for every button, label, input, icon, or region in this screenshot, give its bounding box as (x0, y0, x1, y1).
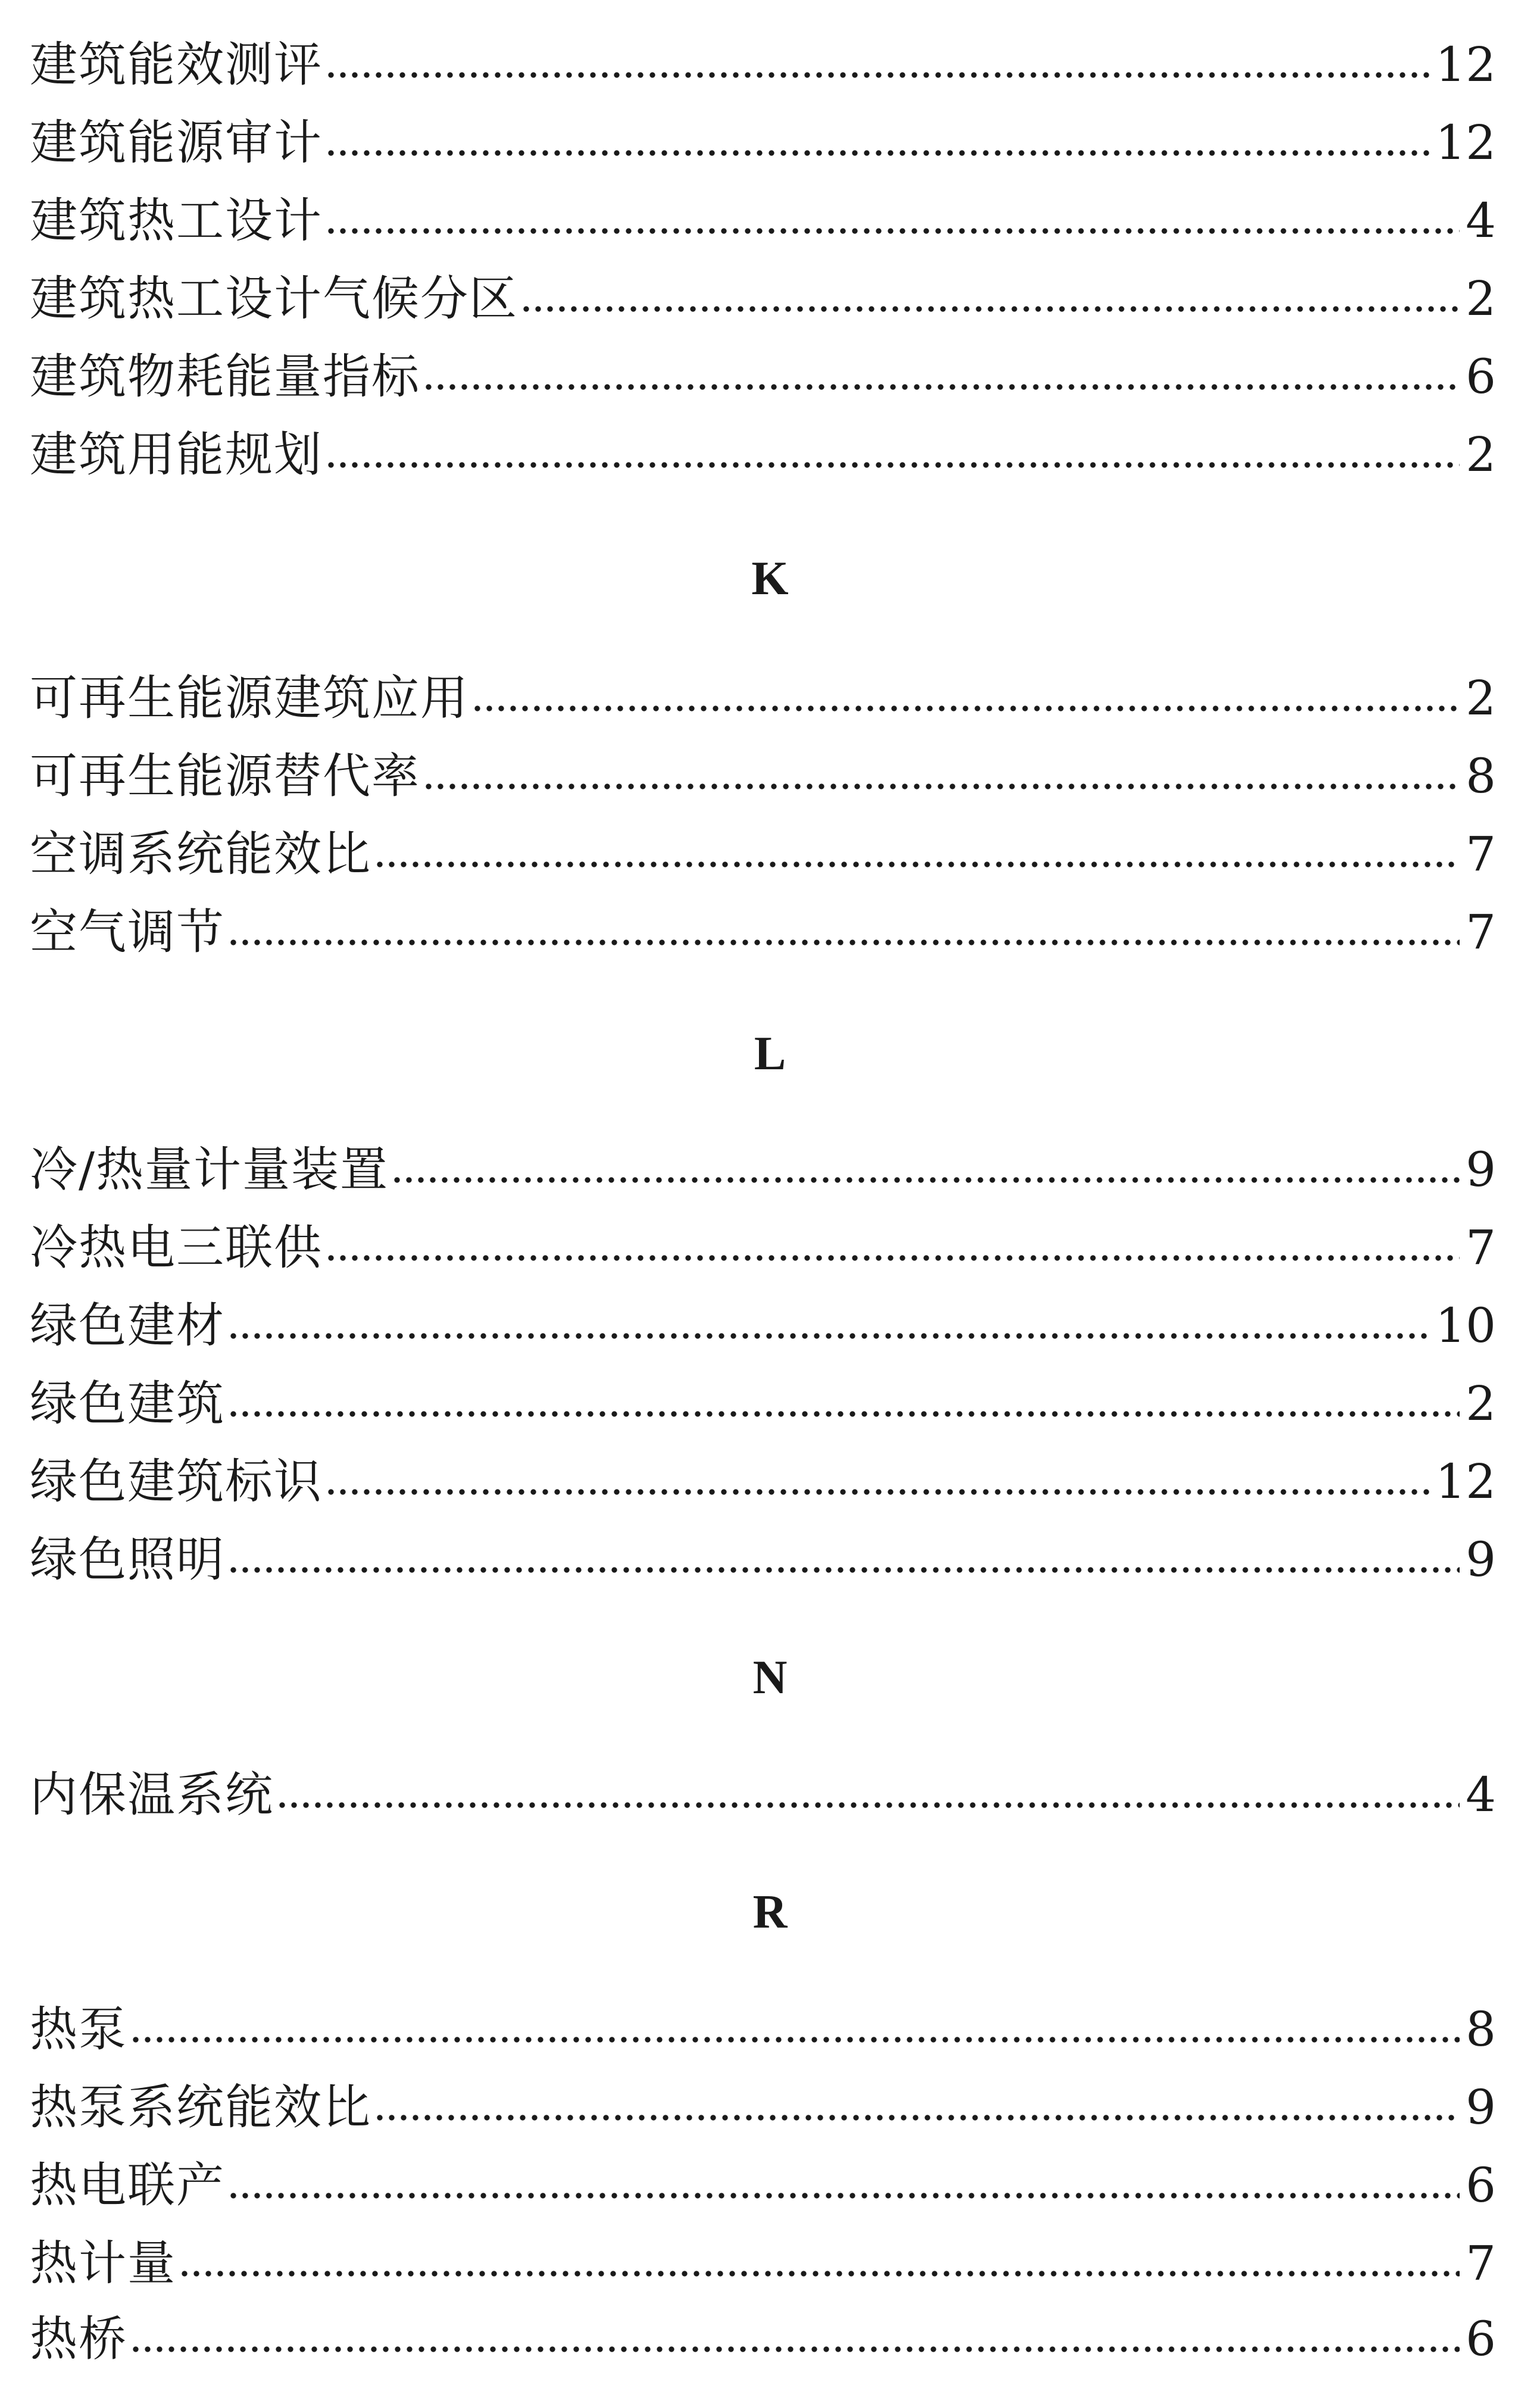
dot-leader (179, 2225, 1460, 2302)
index-entry (30, 2225, 1496, 2302)
index-entry (30, 1287, 1496, 1365)
index-entry (30, 338, 1496, 416)
dot-leader (227, 1365, 1460, 1443)
dot-leader (325, 1443, 1429, 1521)
index-term: 绿色建筑标识 (30, 1454, 323, 1509)
index-term: 建筑用能规划 (30, 427, 323, 482)
dot-leader (227, 1521, 1460, 1599)
index-page-number: 7 (1466, 826, 1496, 882)
index-term: 可再生能源替代率 (30, 748, 420, 804)
index-page-number: 6 (1466, 2311, 1496, 2367)
index-term: 冷/热量计量装置 (30, 1142, 389, 1197)
section-heading-n: N (752, 1652, 788, 1704)
index-page-number: 9 (1466, 1532, 1496, 1587)
index-entry (30, 1991, 1496, 2068)
index-entry (30, 816, 1496, 893)
index-page-number: 2 (1466, 427, 1496, 482)
dot-leader (276, 1756, 1460, 1834)
index-page-number: 6 (1466, 349, 1496, 404)
index-page-number: 7 (1466, 1220, 1496, 1275)
index-entry (30, 738, 1496, 815)
index-entry (30, 894, 1496, 971)
section-heading-l: L (754, 1028, 786, 1080)
index-page-number: 7 (1466, 904, 1496, 960)
index-page-number: 4 (1466, 1767, 1496, 1822)
index-page-number: 2 (1466, 670, 1496, 726)
index-entry (30, 1756, 1496, 1834)
index-page-number: 12 (1435, 1454, 1496, 1509)
index-term: 冷热电三联供 (30, 1220, 323, 1275)
index-page-number: 9 (1466, 2080, 1496, 2135)
dot-leader (423, 338, 1460, 416)
dot-leader (374, 816, 1460, 893)
index-term: 热泵 (30, 2002, 127, 2057)
dot-leader (325, 104, 1429, 182)
index-entry (30, 1365, 1496, 1443)
index-entry (30, 416, 1496, 494)
index-term: 内保温系统 (30, 1767, 274, 1822)
index-term: 绿色建筑 (30, 1376, 225, 1431)
index-entry (30, 2147, 1496, 2224)
index-page-number: 2 (1466, 1376, 1496, 1431)
index-page-number: 8 (1466, 2002, 1496, 2057)
index-term: 建筑能源审计 (30, 115, 323, 170)
index-term: 建筑热工设计气候分区 (30, 271, 518, 326)
index-entry (30, 1443, 1496, 1521)
dot-leader (325, 1209, 1460, 1287)
index-entry (30, 1131, 1496, 1209)
index-term: 可再生能源建筑应用 (30, 670, 469, 726)
dot-leader (423, 738, 1460, 815)
index-term: 空气调节 (30, 904, 225, 960)
index-page-number: 10 (1435, 1298, 1496, 1353)
index-page-number: 2 (1466, 271, 1496, 326)
dot-leader (130, 1991, 1460, 2068)
index-page-number: 12 (1435, 37, 1496, 92)
index-entry (30, 260, 1496, 338)
dot-leader (471, 660, 1460, 737)
index-term: 绿色照明 (30, 1532, 225, 1587)
index-entry (30, 2069, 1496, 2146)
dot-leader (374, 2069, 1460, 2146)
index-page-number: 9 (1466, 1142, 1496, 1197)
dot-leader (325, 416, 1460, 494)
index-term: 空调系统能效比 (30, 826, 371, 882)
index-entry (30, 104, 1496, 182)
dot-leader (227, 894, 1460, 971)
index-entry (30, 1521, 1496, 1599)
index-term: 热计量 (30, 2236, 176, 2291)
dot-leader (227, 1287, 1429, 1365)
index-entry (30, 660, 1496, 737)
index-term: 热桥 (30, 2311, 127, 2367)
dot-leader (391, 1131, 1460, 1209)
dot-leader (325, 182, 1460, 260)
index-term: 建筑热工设计 (30, 193, 323, 248)
index-entry (30, 2300, 1496, 2378)
dot-leader (227, 2147, 1460, 2224)
index-page-number: 4 (1466, 193, 1496, 248)
dot-leader (520, 260, 1460, 338)
index-page-number: 7 (1466, 2236, 1496, 2291)
index-entry (30, 182, 1496, 260)
index-term: 热泵系统能效比 (30, 2080, 371, 2135)
index-entry (30, 26, 1496, 104)
dot-leader (325, 26, 1429, 104)
index-page-number: 12 (1435, 115, 1496, 170)
index-page-number: 6 (1466, 2158, 1496, 2213)
index-page-number: 8 (1466, 748, 1496, 804)
section-heading-k: K (751, 552, 789, 605)
index-entry (30, 1209, 1496, 1287)
index-term: 建筑能效测评 (30, 37, 323, 92)
index-term: 热电联产 (30, 2158, 225, 2213)
dot-leader (130, 2300, 1460, 2378)
section-heading-r: R (752, 1886, 788, 1938)
index-term: 建筑物耗能量指标 (30, 349, 420, 404)
index-term: 绿色建材 (30, 1298, 225, 1353)
